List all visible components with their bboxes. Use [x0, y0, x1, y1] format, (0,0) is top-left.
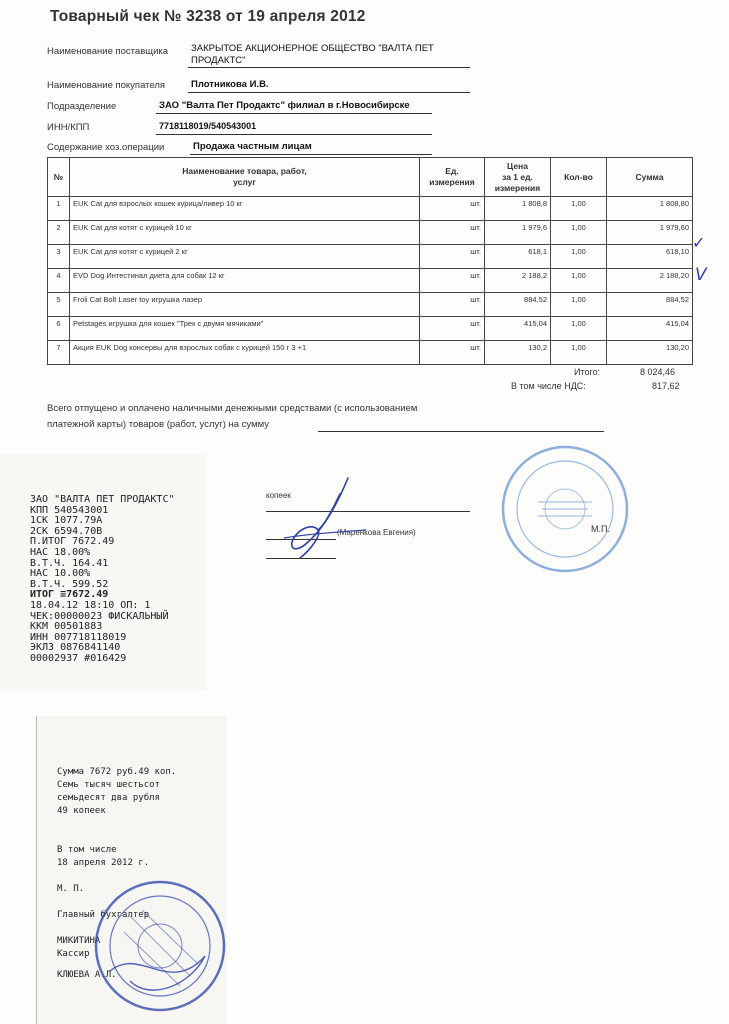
signer-name: (Маренкова Евгения): [337, 528, 416, 537]
table-row: [48, 245, 693, 269]
receipt-line: КПП 540543001: [30, 504, 109, 516]
slip-line: В том числе: [57, 845, 117, 855]
slip-line: [57, 831, 176, 844]
receipt-line: НАС 10.00%: [30, 568, 91, 580]
department-value: ЗАО "Валта Пет Продактс" филиал в г.Новосибирске: [159, 100, 410, 111]
receipt-line: ЭКЛЗ 0876841140: [30, 642, 121, 654]
department-underline: [156, 113, 432, 114]
row-qty: 1,00: [551, 293, 607, 317]
slip-line: 49 копеек: [57, 806, 106, 816]
row-qty: 1,00: [551, 317, 607, 341]
document-title: Товарный чек № 3238 от 19 апреля 2012: [50, 8, 366, 25]
row-num: 7: [48, 341, 70, 365]
supplier-value-line1: ЗАКРЫТОЕ АКЦИОНЕРНОЕ ОБЩЕСТВО "ВАЛТА ПЕТ: [191, 43, 434, 54]
slip-line: КЛЮЕВА А.Л.: [57, 970, 117, 980]
row-unit: шт.: [420, 341, 485, 365]
row-sum: 884,52: [607, 293, 693, 317]
slip-line: 18 апреля 2012 г.: [57, 858, 150, 868]
slip-line: Кассир: [57, 949, 90, 959]
buyer-value: Плотникова И.В.: [191, 79, 269, 90]
inn-kpp-label: ИНН/КПП: [47, 122, 90, 133]
col-header-name-line1: Наименование товара, работ,: [182, 166, 307, 176]
row-name: Froli Cat Bolt Laser toy игрушка лазер: [70, 293, 420, 317]
row-unit: шт.: [420, 245, 485, 269]
receipt-line: НАС 18.00%: [30, 546, 91, 558]
receipt-line: П.ИТОГ 7672.49: [30, 536, 115, 548]
receipt-line: ИТОГ ≡7672.49: [30, 589, 109, 601]
slip-line: М. П.: [57, 884, 85, 894]
row-qty: 1,00: [551, 341, 607, 365]
col-header-unit: [420, 158, 485, 197]
items-table: [47, 157, 693, 365]
operation-label: Содержание хоз.операции: [47, 142, 165, 153]
row-sum: 1 808,80: [607, 197, 693, 221]
fiscal-receipt-text: [30, 495, 175, 665]
row-unit: шт.: [420, 197, 485, 221]
col-header-price: [485, 158, 551, 197]
slip-stamp-icon: [90, 876, 230, 1016]
row-name: EVD Dog Интестинал диета для собак 12 кг: [70, 269, 420, 293]
col-header-price-line1: Цена: [507, 160, 528, 171]
row-name: EUK Cat для котят с курицей 10 кг: [70, 221, 420, 245]
col-header-sum: Сумма: [607, 158, 693, 197]
receipt-line: ЗАО "ВАЛТА ПЕТ ПРОДАКТС": [30, 494, 175, 505]
row-num: 4: [48, 269, 70, 293]
slip-line: [57, 818, 176, 831]
receipt-line: ЧЕК:00000023 ФИСКАЛЬНЫЙ: [30, 610, 169, 622]
row-price: 1 808,8: [485, 197, 551, 221]
row-unit: шт.: [420, 293, 485, 317]
statement-line1: Всего отпущено и оплачено наличными денежными средствами (с использованием: [47, 403, 418, 414]
fiscal-receipt: [0, 455, 206, 690]
row-sum: 618,10: [607, 245, 693, 269]
receipt-line: 2СК 6594.70В: [30, 525, 103, 537]
row-num: 1: [48, 197, 70, 221]
row-sum: 2 188,20: [607, 269, 693, 293]
row-name: Акция EUK Dog консервы для взрослых собак с курицей 150 г 3 +1: [70, 341, 420, 365]
supplier-underline: [188, 67, 470, 68]
company-stamp-icon: [498, 442, 632, 576]
supplier-label: Наименование поставщика: [47, 46, 169, 57]
buyer-label: Наименование покупателя: [47, 80, 166, 91]
row-num: 6: [48, 317, 70, 341]
row-num: 3: [48, 245, 70, 269]
buyer-underline: [188, 92, 470, 93]
table-row: [48, 317, 693, 341]
mp-label: М.П.: [591, 524, 610, 534]
row-name: Petstages игрушка для кошек "Трек с двумя мячиками": [70, 317, 420, 341]
table-row: [48, 293, 693, 317]
col-header-name: [70, 158, 420, 197]
row-qty: 1,00: [551, 221, 607, 245]
total-label: Итого:: [574, 367, 601, 377]
slip-line: МИКИТИНА: [57, 936, 101, 946]
row-price: 415,04: [485, 317, 551, 341]
receipt-line: 18.04.12 18:10 ОП: 1: [30, 599, 151, 611]
row-qty: 1,00: [551, 245, 607, 269]
col-header-unit-line2: измерения: [429, 177, 475, 187]
table-header-row: [48, 158, 693, 197]
handwritten-signature: [278, 472, 368, 562]
total-value: 8 024,46: [640, 367, 676, 377]
col-header-num: №: [48, 158, 70, 197]
receipt-line: 00002937 #016429: [30, 652, 127, 664]
inn-kpp-underline: [156, 134, 432, 135]
row-unit: шт.: [420, 221, 485, 245]
handwritten-v-icon: V: [695, 265, 707, 285]
col-header-unit-line1: Ед.: [445, 166, 459, 176]
receipt-line: 1СК 1077.79А: [30, 515, 103, 527]
row-num: 5: [48, 293, 70, 317]
operation-underline: [190, 154, 432, 155]
operation-value: Продажа частным лицам: [193, 141, 312, 152]
receipt-line: ККМ 00501883: [30, 621, 103, 633]
row-price: 884,52: [485, 293, 551, 317]
slip-line: Главный бухгалтер: [57, 910, 150, 920]
row-unit: шт.: [420, 269, 485, 293]
row-price: 1 979,6: [485, 221, 551, 245]
row-sum: 415,04: [607, 317, 693, 341]
inn-kpp-value: 7718118019/540543001: [159, 121, 257, 131]
amount-underline: [318, 431, 604, 432]
kopeks-label: копеек: [266, 491, 291, 500]
row-sum: 130,20: [607, 341, 693, 365]
row-qty: 1,00: [551, 197, 607, 221]
check-mark-icon: ✓: [692, 233, 706, 252]
row-sum: 1 979,60: [607, 221, 693, 245]
col-header-name-line2: услуг: [233, 177, 256, 187]
table-row: [48, 341, 693, 365]
statement-line2: платежной карты) товаров (работ, услуг) на сумму: [47, 419, 269, 430]
row-unit: шт.: [420, 317, 485, 341]
col-header-price-line3: измерения: [494, 182, 541, 193]
col-header-price-line2: за 1 ед.: [502, 171, 533, 182]
table-row: [48, 197, 693, 221]
table-row: [48, 269, 693, 293]
row-price: 2 188,2: [485, 269, 551, 293]
table-row: [48, 221, 693, 245]
supplier-value-line2: ПРОДАКТС": [191, 55, 246, 66]
row-price: 618,1: [485, 245, 551, 269]
row-name: EUK Cat для котят с курицей 2 кг: [70, 245, 420, 269]
receipt-line: В.Т.Ч. 599.52: [30, 578, 109, 590]
vat-value: 817,62: [652, 381, 680, 391]
slip-line: Семь тысяч шестьсот: [57, 780, 160, 790]
row-num: 2: [48, 221, 70, 245]
slip-line: Сумма 7672 руб.49 коп.: [57, 767, 177, 777]
receipt-line: ИНН 007718118019: [30, 631, 127, 643]
department-label: Подразделение: [47, 101, 117, 112]
row-name: EUK Cat для взрослых кошек курица/ливер 10 кг: [70, 197, 420, 221]
vat-label: В том числе НДС:: [511, 381, 586, 391]
slip-line: семьдесят два рубля: [57, 793, 160, 803]
row-qty: 1,00: [551, 269, 607, 293]
col-header-qty: Кол-во: [551, 158, 607, 197]
receipt-line: В.Т.Ч. 164.41: [30, 557, 109, 569]
row-price: 130,2: [485, 341, 551, 365]
